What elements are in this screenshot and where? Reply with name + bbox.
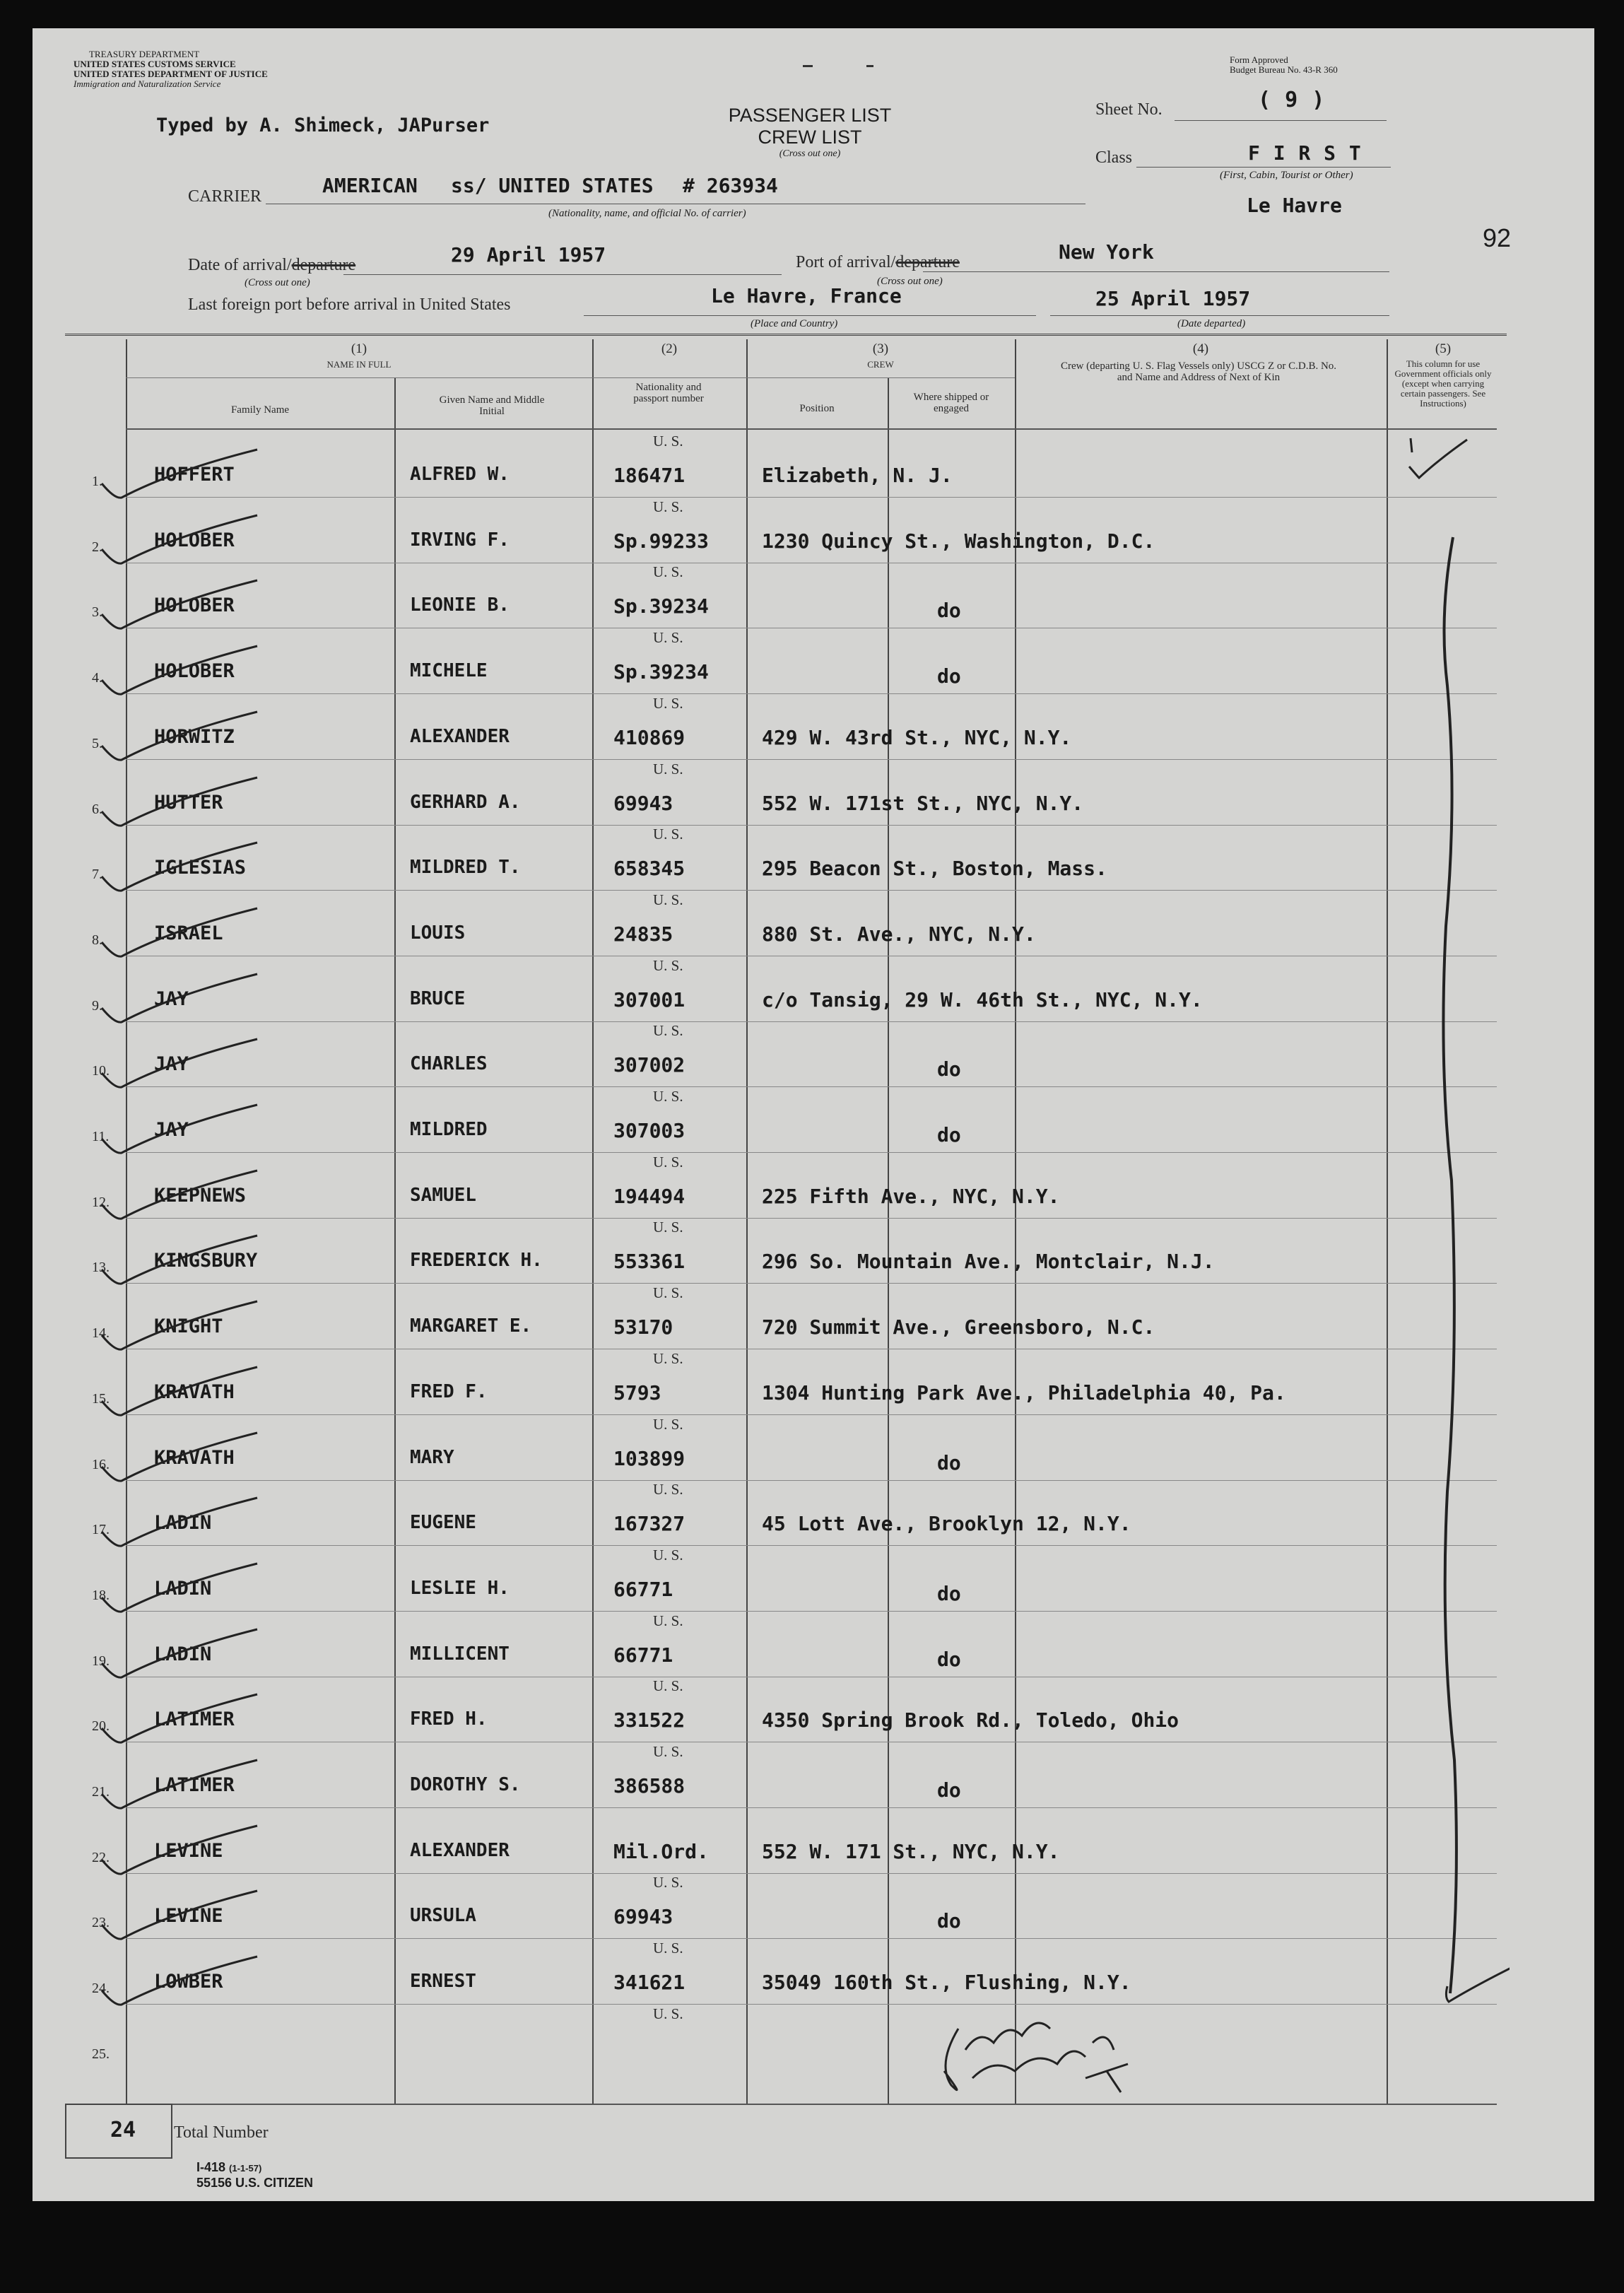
given-name: BRUCE — [410, 988, 466, 1009]
table-row — [33, 1742, 1594, 1807]
passport-number: 66771 — [613, 1578, 673, 1601]
given-name: ERNEST — [410, 1971, 476, 1992]
given-name: FRED H. — [410, 1708, 488, 1730]
col2-number: (2) — [661, 341, 678, 356]
list-title-note: (Cross out one) — [779, 148, 841, 159]
nationality: U. S. — [653, 1022, 683, 1039]
row-number: 20. — [92, 1718, 110, 1734]
row-number: 4. — [92, 670, 102, 686]
address: 35049 160th St., Flushing, N.Y. — [762, 1971, 1131, 1994]
passport-number: 69943 — [613, 792, 673, 815]
family-name: LEVINE — [154, 1905, 223, 1927]
form-date: (1-1-57) — [229, 2163, 262, 2174]
form-approval — [1230, 55, 1338, 75]
address: Elizabeth, N. J. — [762, 464, 953, 487]
given-name: SAMUEL — [410, 1185, 476, 1206]
nationality: U. S. — [653, 629, 683, 646]
citizen-note: 55156 U.S. CITIZEN — [196, 2176, 314, 2190]
row-number: 1. — [92, 474, 102, 489]
given-name: CHARLES — [410, 1053, 488, 1074]
table-row — [33, 431, 1594, 497]
row-number: 7. — [92, 867, 102, 882]
ditto: do — [937, 664, 961, 688]
address: 45 Lott Ave., Brooklyn 12, N.Y. — [762, 1512, 1131, 1535]
address: 225 Fifth Ave., NYC, N.Y. — [762, 1185, 1060, 1208]
col1-number: (1) — [351, 341, 367, 356]
family-name: JAY — [154, 1053, 189, 1075]
ditto: do — [937, 1909, 961, 1933]
given-name: ALEXANDER — [410, 1840, 510, 1861]
class-note: (First, Cabin, Tourist or Other) — [1220, 170, 1353, 181]
address: 720 Summit Ave., Greensboro, N.C. — [762, 1315, 1155, 1339]
nationality: U. S. — [653, 1219, 683, 1236]
table-row — [33, 1479, 1594, 1545]
table-row — [33, 1021, 1594, 1086]
agency-line-3: UNITED STATES DEPARTMENT OF JUSTICE — [73, 69, 268, 79]
given-name: FRED F. — [410, 1381, 488, 1402]
given-name: GERHARD A. — [410, 792, 521, 813]
table-row — [33, 890, 1594, 956]
address: 1304 Hunting Park Ave., Philadelphia 40, Pa. — [762, 1381, 1286, 1404]
last-port-place: Le Havre, France — [711, 284, 902, 307]
passport-number: 194494 — [613, 1185, 686, 1208]
row-number: 22. — [92, 1850, 110, 1865]
nationality: U. S. — [653, 957, 683, 974]
sheet-label: Sheet No. — [1095, 100, 1163, 119]
family-name: LADIN — [154, 1643, 212, 1665]
passenger-list-label: PASSENGER LIST — [728, 105, 892, 126]
nationality: U. S. — [653, 1350, 683, 1367]
passport-number: Sp.39234 — [613, 594, 709, 618]
passport-number: 386588 — [613, 1774, 686, 1798]
table-row — [33, 1545, 1594, 1611]
family-name: JAY — [154, 1119, 189, 1141]
family-name: ISRAEL — [154, 922, 223, 944]
family-name: KRAVATH — [154, 1447, 235, 1469]
nationality: U. S. — [653, 1481, 683, 1498]
table-row — [33, 956, 1594, 1021]
address: 295 Beacon St., Boston, Mass. — [762, 857, 1107, 880]
carrier-ship-name: ss/ UNITED STATES — [451, 174, 654, 197]
signature-initial — [1094, 2015, 1101, 2028]
nationality: U. S. — [653, 2005, 683, 2022]
manifest-page — [33, 28, 1594, 2201]
ditto: do — [937, 1451, 961, 1474]
agency-header — [73, 49, 268, 89]
given-name: LESLIE H. — [410, 1578, 510, 1599]
col3-number: (3) — [872, 341, 889, 356]
nationality: U. S. — [653, 498, 683, 515]
passport-number: 307002 — [613, 1053, 686, 1077]
col5-number: (5) — [1435, 341, 1452, 356]
table-row — [33, 562, 1594, 628]
date-crossout-note: (Cross out one) — [245, 277, 310, 288]
form-number-line — [196, 2160, 313, 2176]
row-number: 11. — [92, 1129, 110, 1144]
family-name: LATIMER — [154, 1774, 235, 1796]
passport-number: 24835 — [613, 922, 673, 946]
table-row — [33, 1611, 1594, 1677]
date-departure-crossout: departure — [291, 256, 356, 274]
family-name-header: Family Name — [230, 404, 290, 416]
row-number: 3. — [92, 604, 102, 620]
budget-bureau-line: Budget Bureau No. 43-R 360 — [1230, 64, 1338, 75]
passport-number: Sp.99233 — [613, 529, 709, 553]
nationality: U. S. — [653, 826, 683, 843]
departure-port-note: Le Havre — [1247, 194, 1342, 217]
passport-number: 5793 — [613, 1381, 661, 1404]
address: 4350 Spring Brook Rd., Toledo, Ohio — [762, 1708, 1179, 1732]
col2-title: Nationality and passport number — [633, 382, 704, 404]
row-number: 2. — [92, 539, 102, 555]
agency-line-2: UNITED STATES CUSTOMS SERVICE — [73, 59, 236, 69]
row-number: 13. — [92, 1260, 110, 1275]
header-dash-right — [866, 65, 873, 67]
table-row — [33, 693, 1594, 759]
nationality: U. S. — [653, 1743, 683, 1760]
passport-number: 103899 — [613, 1447, 686, 1470]
given-name: URSULA — [410, 1905, 476, 1926]
row-number: 24. — [92, 1981, 110, 1996]
class-label: Class — [1095, 148, 1133, 167]
family-name: HOLOBER — [154, 529, 235, 551]
header-dash-left — [803, 65, 813, 67]
address: 1230 Quincy St., Washington, D.C. — [762, 529, 1155, 553]
row-number: 9. — [92, 998, 102, 1014]
nationality: U. S. — [653, 1088, 683, 1105]
nationality: U. S. — [653, 1154, 683, 1171]
nationality: U. S. — [653, 563, 683, 580]
row-number: 8. — [92, 932, 102, 948]
table-row — [33, 759, 1594, 825]
signature-line-2 — [1019, 2015, 1087, 2028]
date-departed: 25 April 1957 — [1095, 287, 1251, 310]
address: 296 So. Mountain Ave., Montclair, N.J. — [762, 1250, 1215, 1273]
agency-line-1: TREASURY DEPARTMENT — [88, 49, 200, 59]
given-name: LEONIE B. — [410, 594, 510, 616]
row-number: 17. — [92, 1522, 110, 1537]
passport-number: 69943 — [613, 1905, 673, 1928]
table-row — [33, 1807, 1594, 1873]
row-number: 5. — [92, 736, 102, 751]
family-name: KINGSBURY — [154, 1250, 258, 1272]
arrival-port: New York — [1059, 240, 1154, 264]
family-name: LEVINE — [154, 1840, 223, 1862]
family-name: HOLOBER — [154, 594, 235, 616]
nationality: U. S. — [653, 1874, 683, 1891]
arrival-date: 29 April 1957 — [451, 243, 606, 266]
carrier-official-no: # 263934 — [683, 174, 778, 197]
table-row — [33, 824, 1594, 890]
address: c/o Tansig, 29 W. 46th St., NYC, N.Y. — [762, 988, 1203, 1011]
family-name: LOWBER — [154, 1971, 223, 1993]
port-of-arrival-label — [796, 253, 960, 272]
family-name: JAY — [154, 988, 189, 1010]
address: 552 W. 171 St., NYC, N.Y. — [762, 1840, 1060, 1863]
family-name: HORWITZ — [154, 726, 235, 748]
table-row — [33, 1152, 1594, 1218]
address: 552 W. 171st St., NYC, N.Y. — [762, 792, 1084, 815]
row-number: 14. — [92, 1325, 110, 1341]
family-name: KNIGHT — [154, 1315, 223, 1337]
port-departure-crossout: departure — [895, 253, 960, 271]
family-name: HUTTER — [154, 792, 223, 814]
row-number: 23. — [92, 1915, 110, 1930]
family-name: LADIN — [154, 1578, 212, 1600]
given-name: ALFRED W. — [410, 464, 510, 485]
form-approved-line: Form Approved — [1230, 54, 1288, 65]
nationality: U. S. — [653, 695, 683, 712]
port-arrival-label-text: Port of arrival/ — [796, 253, 896, 271]
carrier-label: CARRIER — [188, 187, 262, 206]
form-footer — [196, 2160, 313, 2190]
col1-title: NAME IN FULL — [326, 359, 392, 370]
passport-number: 307003 — [613, 1119, 686, 1142]
family-name: HOLOBER — [154, 660, 235, 682]
given-name-header: Given Name and Middle Initial — [439, 394, 545, 417]
given-name: FREDERICK H. — [410, 1250, 543, 1271]
passport-number: Sp.39234 — [613, 660, 709, 684]
col4-number: (4) — [1192, 341, 1209, 356]
given-name: LOUIS — [410, 922, 466, 944]
row-number: 18. — [92, 1588, 110, 1603]
date-of-arrival-label — [188, 256, 355, 275]
signature-line-1 — [951, 2015, 1013, 2028]
nationality: U. S. — [653, 1547, 683, 1564]
row-number: 15. — [92, 1391, 110, 1407]
family-name: KEEPNEWS — [154, 1185, 247, 1207]
position-header: Position — [799, 403, 835, 414]
row-number: 25. — [92, 2046, 110, 2062]
given-name: EUGENE — [410, 1512, 476, 1533]
family-name: IGLESIAS — [154, 857, 247, 879]
address: 880 St. Ave., NYC, N.Y. — [762, 922, 1036, 946]
given-name: MILLICENT — [410, 1643, 510, 1665]
table-row — [33, 1217, 1594, 1283]
passport-number: 307001 — [613, 988, 686, 1011]
form-number: I-418 — [196, 2160, 226, 2174]
passport-number: 341621 — [613, 1971, 686, 1994]
total-value: 24 — [110, 2118, 136, 2142]
table-row — [33, 1414, 1594, 1480]
family-name: KRAVATH — [154, 1381, 235, 1403]
passport-number: 186471 — [613, 464, 686, 487]
ditto: do — [937, 1123, 961, 1146]
passport-number: 331522 — [613, 1708, 686, 1732]
typed-by: Typed by A. Shimeck, JAPurser — [156, 115, 490, 136]
family-name: HOFFERT — [154, 464, 235, 486]
agency-line-4: Immigration and Naturalization Service — [73, 78, 221, 89]
ditto: do — [937, 1057, 961, 1081]
passport-number: 167327 — [613, 1512, 686, 1535]
table-row — [33, 1872, 1594, 1938]
nationality: U. S. — [653, 433, 683, 450]
where-shipped-header: Where shipped or engaged — [913, 392, 989, 414]
passport-number: 53170 — [613, 1315, 673, 1339]
given-name: DOROTHY S. — [410, 1774, 521, 1795]
row-number: 16. — [92, 1457, 110, 1472]
nationality: U. S. — [653, 761, 683, 778]
date-departed-note: (Date departed) — [1177, 318, 1246, 329]
crew-list-label: CREW LIST — [758, 127, 862, 148]
class-value: F I R S T — [1248, 141, 1362, 165]
official-check-marks — [1389, 431, 1510, 2085]
address: 429 W. 43rd St., NYC, N.Y. — [762, 726, 1072, 749]
carrier-nationality: AMERICAN — [322, 174, 418, 197]
row-number: 12. — [92, 1195, 110, 1210]
ditto: do — [937, 1778, 961, 1802]
given-name: ALEXANDER — [410, 726, 510, 747]
table-row — [33, 2004, 1594, 2070]
family-name: LADIN — [154, 1512, 212, 1534]
table-row — [33, 1349, 1594, 1414]
passport-number: 66771 — [613, 1643, 673, 1667]
given-name: MARGARET E. — [410, 1315, 532, 1337]
table-row — [33, 1938, 1594, 2004]
port-crossout-note: (Cross out one) — [877, 276, 943, 287]
table-row — [33, 1283, 1594, 1349]
col3-title: CREW — [867, 359, 894, 370]
carrier-note: (Nationality, name, and official No. of carrier) — [548, 208, 746, 219]
row-number: 19. — [92, 1653, 110, 1669]
table-row — [33, 1086, 1594, 1152]
col4-title: Crew (departing U. S. Flag Vessels only) USCG Z or C.D.B. No. and Name and Address of Next of Kin — [1060, 360, 1337, 383]
given-name: MARY — [410, 1447, 454, 1468]
table-row — [33, 628, 1594, 693]
passport-number: 410869 — [613, 726, 686, 749]
nationality: U. S. — [653, 1612, 683, 1629]
row-number: 6. — [92, 802, 102, 817]
page-number: 92 — [1483, 223, 1512, 252]
passport-number: Mil.Ord. — [613, 1840, 709, 1863]
passport-number: 658345 — [613, 857, 686, 880]
place-country-note: (Place and Country) — [751, 318, 838, 329]
row-number: 21. — [92, 1784, 110, 1800]
given-name: MICHELE — [410, 660, 488, 681]
ditto: do — [937, 1582, 961, 1605]
table-row — [33, 1676, 1594, 1742]
last-port-label: Last foreign port before arrival in United States — [188, 295, 511, 314]
list-title — [704, 105, 916, 160]
family-name: LATIMER — [154, 1708, 235, 1730]
total-label: Total Number — [174, 2123, 269, 2142]
nationality: U. S. — [653, 1284, 683, 1301]
nationality: U. S. — [653, 891, 683, 908]
passport-number: 553361 — [613, 1250, 686, 1273]
nationality: U. S. — [653, 1416, 683, 1433]
row-number: 10. — [92, 1063, 110, 1079]
given-name: MILDRED T. — [410, 857, 521, 878]
given-name: IRVING F. — [410, 529, 510, 551]
ditto: do — [937, 1648, 961, 1671]
ditto: do — [937, 599, 961, 622]
nationality: U. S. — [653, 1677, 683, 1694]
given-name: MILDRED — [410, 1119, 488, 1140]
date-arrival-label-text: Date of arrival/ — [188, 256, 292, 274]
col5-title: This column for use Government officials only (except when carrying certain passengers. See Instructions) — [1394, 358, 1492, 409]
sheet-number: ( 9 ) — [1258, 88, 1326, 112]
nationality: U. S. — [653, 1940, 683, 1957]
table-row — [33, 497, 1594, 563]
